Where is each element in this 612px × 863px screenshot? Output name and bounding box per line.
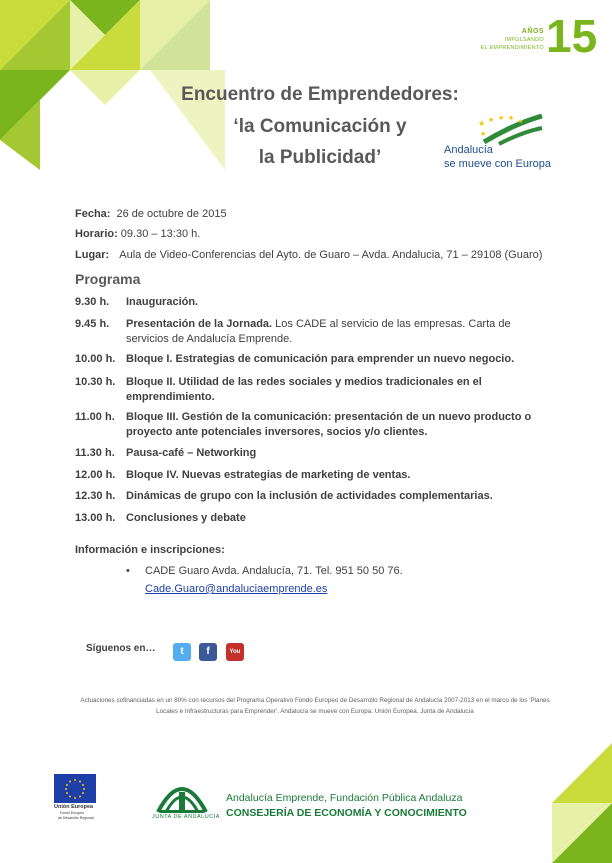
europa-logo-line2: se mueve con Europa: [444, 158, 552, 170]
horario-label: Horario:: [75, 228, 118, 240]
follow-us-label: Síguenos en…: [86, 643, 156, 654]
svg-text:★: ★: [498, 115, 505, 122]
programa-heading: Programa: [75, 271, 141, 287]
svg-text:★: ★: [518, 119, 524, 125]
svg-text:★: ★: [488, 117, 495, 124]
lugar-label: Lugar:: [75, 249, 110, 261]
svg-text:★: ★: [480, 131, 487, 138]
program-time: 12.30 h.: [75, 490, 116, 502]
fecha-row: [75, 208, 227, 220]
youtube-icon[interactable]: You Tube: [226, 643, 244, 661]
program-detail: Los CADE al servicio de las empresas. Carta de servicios de Andalucía Emprende.: [126, 318, 511, 345]
fifteen-number-icon: [546, 12, 604, 56]
program-time: 9.30 h.: [75, 296, 110, 308]
decorative-triangles-bottom-right: [532, 743, 612, 863]
program-time: 10.30 h.: [75, 376, 116, 388]
program-time: 12.00 h.: [75, 469, 116, 481]
junta-label: JUNTA DE ANDALUCIA: [152, 814, 220, 820]
funding-disclaimer: Actuaciones cofinanciadas en un 80% con recursos del Programa Operativo Fondo Europeo de Desarrollo Regional de Andalucía 2007-2013 en el marco de los 'Planes Locales e Infraestructuras para Emprender'. Andalucía se mueve con Europa. Unión Europea. Junta de Andalucía: [80, 697, 550, 715]
lugar-value: Aula de Video-Conferencias del Ayto. de Guaro – Avda. Andalucia, 71 – 29108 (Guaro): [119, 249, 543, 261]
program-title: Bloque II. Utilidad de las redes sociales y medios tradicionales en el emprendimiento.: [126, 376, 482, 403]
program-title: Bloque III. Gestión de la comunicación: presentación de un nuevo producto o proyecto ante potenciales inversores, socios y/o clientes.: [126, 411, 532, 438]
andalucia-europa-logo: [444, 114, 552, 174]
eu-label: Unión Europea: [54, 804, 94, 810]
eu-sub2: de Desarrollo Regional: [58, 816, 94, 820]
program-title: Bloque I. Estrategias de comunicación para emprender un nuevo negocio.: [126, 353, 515, 365]
twitter-icon[interactable]: t: [173, 643, 191, 661]
europa-logo-line1: Andalucía: [444, 144, 493, 156]
contact-info: CADE Guaro Avda. Andalucía, 71. Tel. 951 50 50 76.: [145, 565, 403, 577]
program-time: 9.45 h.: [75, 318, 110, 330]
europa-stars-icon: [444, 114, 544, 146]
fifteen-years-logo: [478, 8, 608, 58]
program-title: Presentación de la Jornada.: [126, 318, 273, 330]
program-time: 13.00 h.: [75, 512, 116, 524]
program-time: 10.00 h.: [75, 353, 116, 365]
svg-text:★: ★: [508, 115, 515, 122]
svg-text:15: 15: [546, 12, 598, 56]
page-title-line3: la Publicidad’: [258, 147, 382, 168]
fecha-value: 26 de octubre de 2015: [116, 208, 227, 220]
inscripciones-heading: Información e inscripciones:: [75, 544, 225, 556]
program-title: Conclusiones y debate: [126, 512, 246, 524]
program-title: Bloque IV. Nuevas estrategias de marketing de ventas.: [126, 469, 411, 481]
program-title: Dinámicas de grupo con la inclusión de actividades complementarias.: [126, 490, 493, 502]
svg-text:★: ★: [478, 119, 486, 128]
eu-sub1: Fondo Europeo: [60, 811, 85, 815]
footer-line1: Andalucía Emprende, Fundación Pública Andaluza: [226, 792, 463, 804]
facebook-icon[interactable]: f: [199, 643, 217, 661]
fecha-label: Fecha:: [75, 208, 111, 220]
program-time: 11.00 h.: [75, 411, 115, 423]
lugar-row: [75, 249, 542, 261]
horario-value: 09.30 – 13:30 h.: [120, 228, 201, 240]
page-title-line2: ‘la Comunicación y: [233, 116, 407, 137]
footer-line2: CONSEJERÍA DE ECONOMÍA Y CONOCIMIENTO: [226, 807, 467, 819]
bullet-icon: •: [126, 565, 130, 577]
eu-flag-icon: [54, 774, 96, 803]
page-title-line1: Encuentro de Emprendedores:: [181, 84, 459, 105]
program-title: Pausa-café – Networking: [126, 447, 257, 459]
email-link[interactable]: Cade.Guaro@andaluciaemprende.es: [145, 583, 328, 595]
program-time: 11.30 h.: [75, 447, 115, 459]
anniversary-line2: EL EMPRENDIMIENTO: [480, 45, 544, 51]
horario-row: [75, 228, 200, 240]
anniversary-line1: IMPULSANDO: [504, 37, 544, 43]
anniversary-label: AÑOS: [521, 28, 544, 35]
program-title: Inauguración.: [126, 296, 199, 308]
